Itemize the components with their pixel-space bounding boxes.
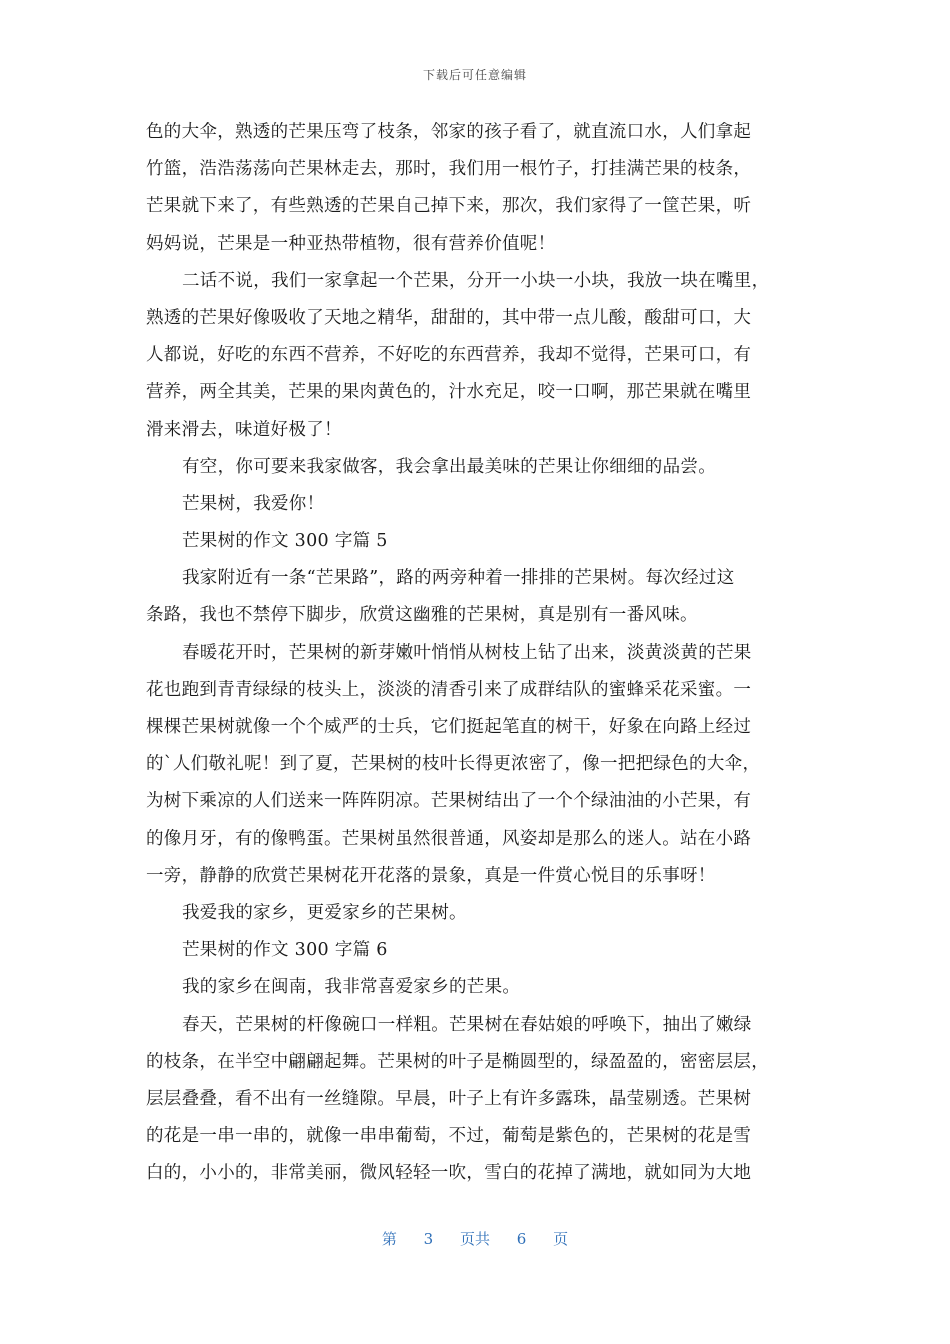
text-line: 芒果树的作文 300 字篇 6: [182, 940, 388, 961]
text-line: 棵棵芒果树就像一个个威严的士兵，它们挺起笔直的树干，好象在向路上经过: [146, 717, 752, 737]
text-line: 芒果树的作文 300 字篇 5: [182, 531, 388, 552]
text-line: 的花是一串一串的，就像一串串葡萄，不过，葡萄是紫色的，芒果树的花是雪: [146, 1126, 752, 1147]
text-line: 竹篮，浩浩荡荡向芒果林走去，那时，我们用一根竹子，打挂满芒果的枝条，: [146, 159, 752, 180]
page-number-footer: [0, 1228, 950, 1249]
text-line: 有空，你可要来我家做客，我会拿出最美味的芒果让你细细的品尝。: [182, 456, 716, 477]
text-line: 妈妈说，芒果是一种亚热带植物，很有营养价值呢！: [146, 233, 556, 254]
text-line: 条路，我也不禁停下脚步，欣赏这幽雅的芒果树，真是别有一番风味。: [146, 605, 698, 626]
text-line: 春天，芒果树的杆像碗口一样粗。芒果树在春姑娘的呼唤下，抽出了嫩绿: [182, 1014, 752, 1035]
page-label-prefix: 第: [381, 1230, 397, 1248]
text-line: 的像月牙，有的像鸭蛋。芒果树虽然很普通，风姿却是那么的迷人。站在小路: [146, 828, 752, 849]
page-label-middle: 页共: [459, 1230, 490, 1248]
text-line: 熟透的芒果好像吸收了天地之精华，甜甜的，其中带一点儿酸，酸甜可口，大: [146, 307, 752, 328]
page-header-note: 下载后可任意编辑: [422, 68, 527, 82]
text-line: 滑来滑去，味道好极了！: [146, 419, 342, 440]
text-line: 二话不说，我们一家拿起一个芒果，分开一小块一小块，我放一块在嘴里，: [182, 270, 770, 291]
article-body: [146, 114, 806, 1192]
text-line: 春暖花开时，芒果树的新芽嫩叶悄悄从树枝上钻了出来，淡黄淡黄的芒果: [182, 642, 752, 663]
text-line: 色的大伞，熟透的芒果压弯了枝条，邻家的孩子看了，就直流口水，人们拿起: [146, 122, 752, 142]
text-line: 芒果树，我爱你！: [182, 493, 325, 514]
text-line: 营养，两全其美，芒果的果肉黄色的，汁水充足，咬一口啊，那芒果就在嘴里: [146, 382, 752, 403]
text-line: 我家附近有一条“芒果路”，路的两旁种着一排排的芒果树。每次经过这: [182, 568, 735, 589]
page-label-suffix: 页: [553, 1230, 569, 1248]
text-line: 的枝条，在半空中翩翩起舞。芒果树的叶子是椭圆型的，绿盈盈的，密密层层，: [146, 1051, 769, 1072]
text-line: 花也跑到青青绿绿的枝头上，淡淡的清香引来了成群结队的蜜蜂采花采蜜。一: [146, 679, 752, 700]
text-line: 白的，小小的，非常美丽，微风轻轻一吹，雪白的花掉了满地，就如同为大地: [146, 1163, 752, 1184]
text-line: 人都说，好吃的东西不营养，不好吃的东西营养，我却不觉得，芒果可口，有: [146, 345, 752, 366]
text-line: 层层叠叠，看不出有一丝缝隙。早晨，叶子上有许多露珠，晶莹剔透。芒果树: [146, 1088, 752, 1109]
text-line: 芒果就下来了，有些熟透的芒果自己掉下来，那次，我们家得了一筐芒果，听: [146, 196, 752, 217]
text-line: 一旁，静静的欣赏芒果树花开花落的景象，真是一件赏心悦目的乐事呀！: [146, 865, 716, 886]
text-line: 为树下乘凉的人们送来一阵阵阴凉。芒果树结出了一个个绿油油的小芒果，有: [146, 791, 752, 812]
current-page-number: 3: [423, 1230, 434, 1248]
text-line: 的`人们敬礼呢！到了夏，芒果树的枝叶长得更浓密了，像一把把绿色的大伞，: [146, 754, 761, 775]
text-line: 我爱我的家乡，更爱家乡的芒果树。: [182, 902, 467, 923]
text-line: 我的家乡在闽南，我非常喜爱家乡的芒果。: [182, 977, 521, 998]
total-page-number: 6: [516, 1230, 527, 1248]
